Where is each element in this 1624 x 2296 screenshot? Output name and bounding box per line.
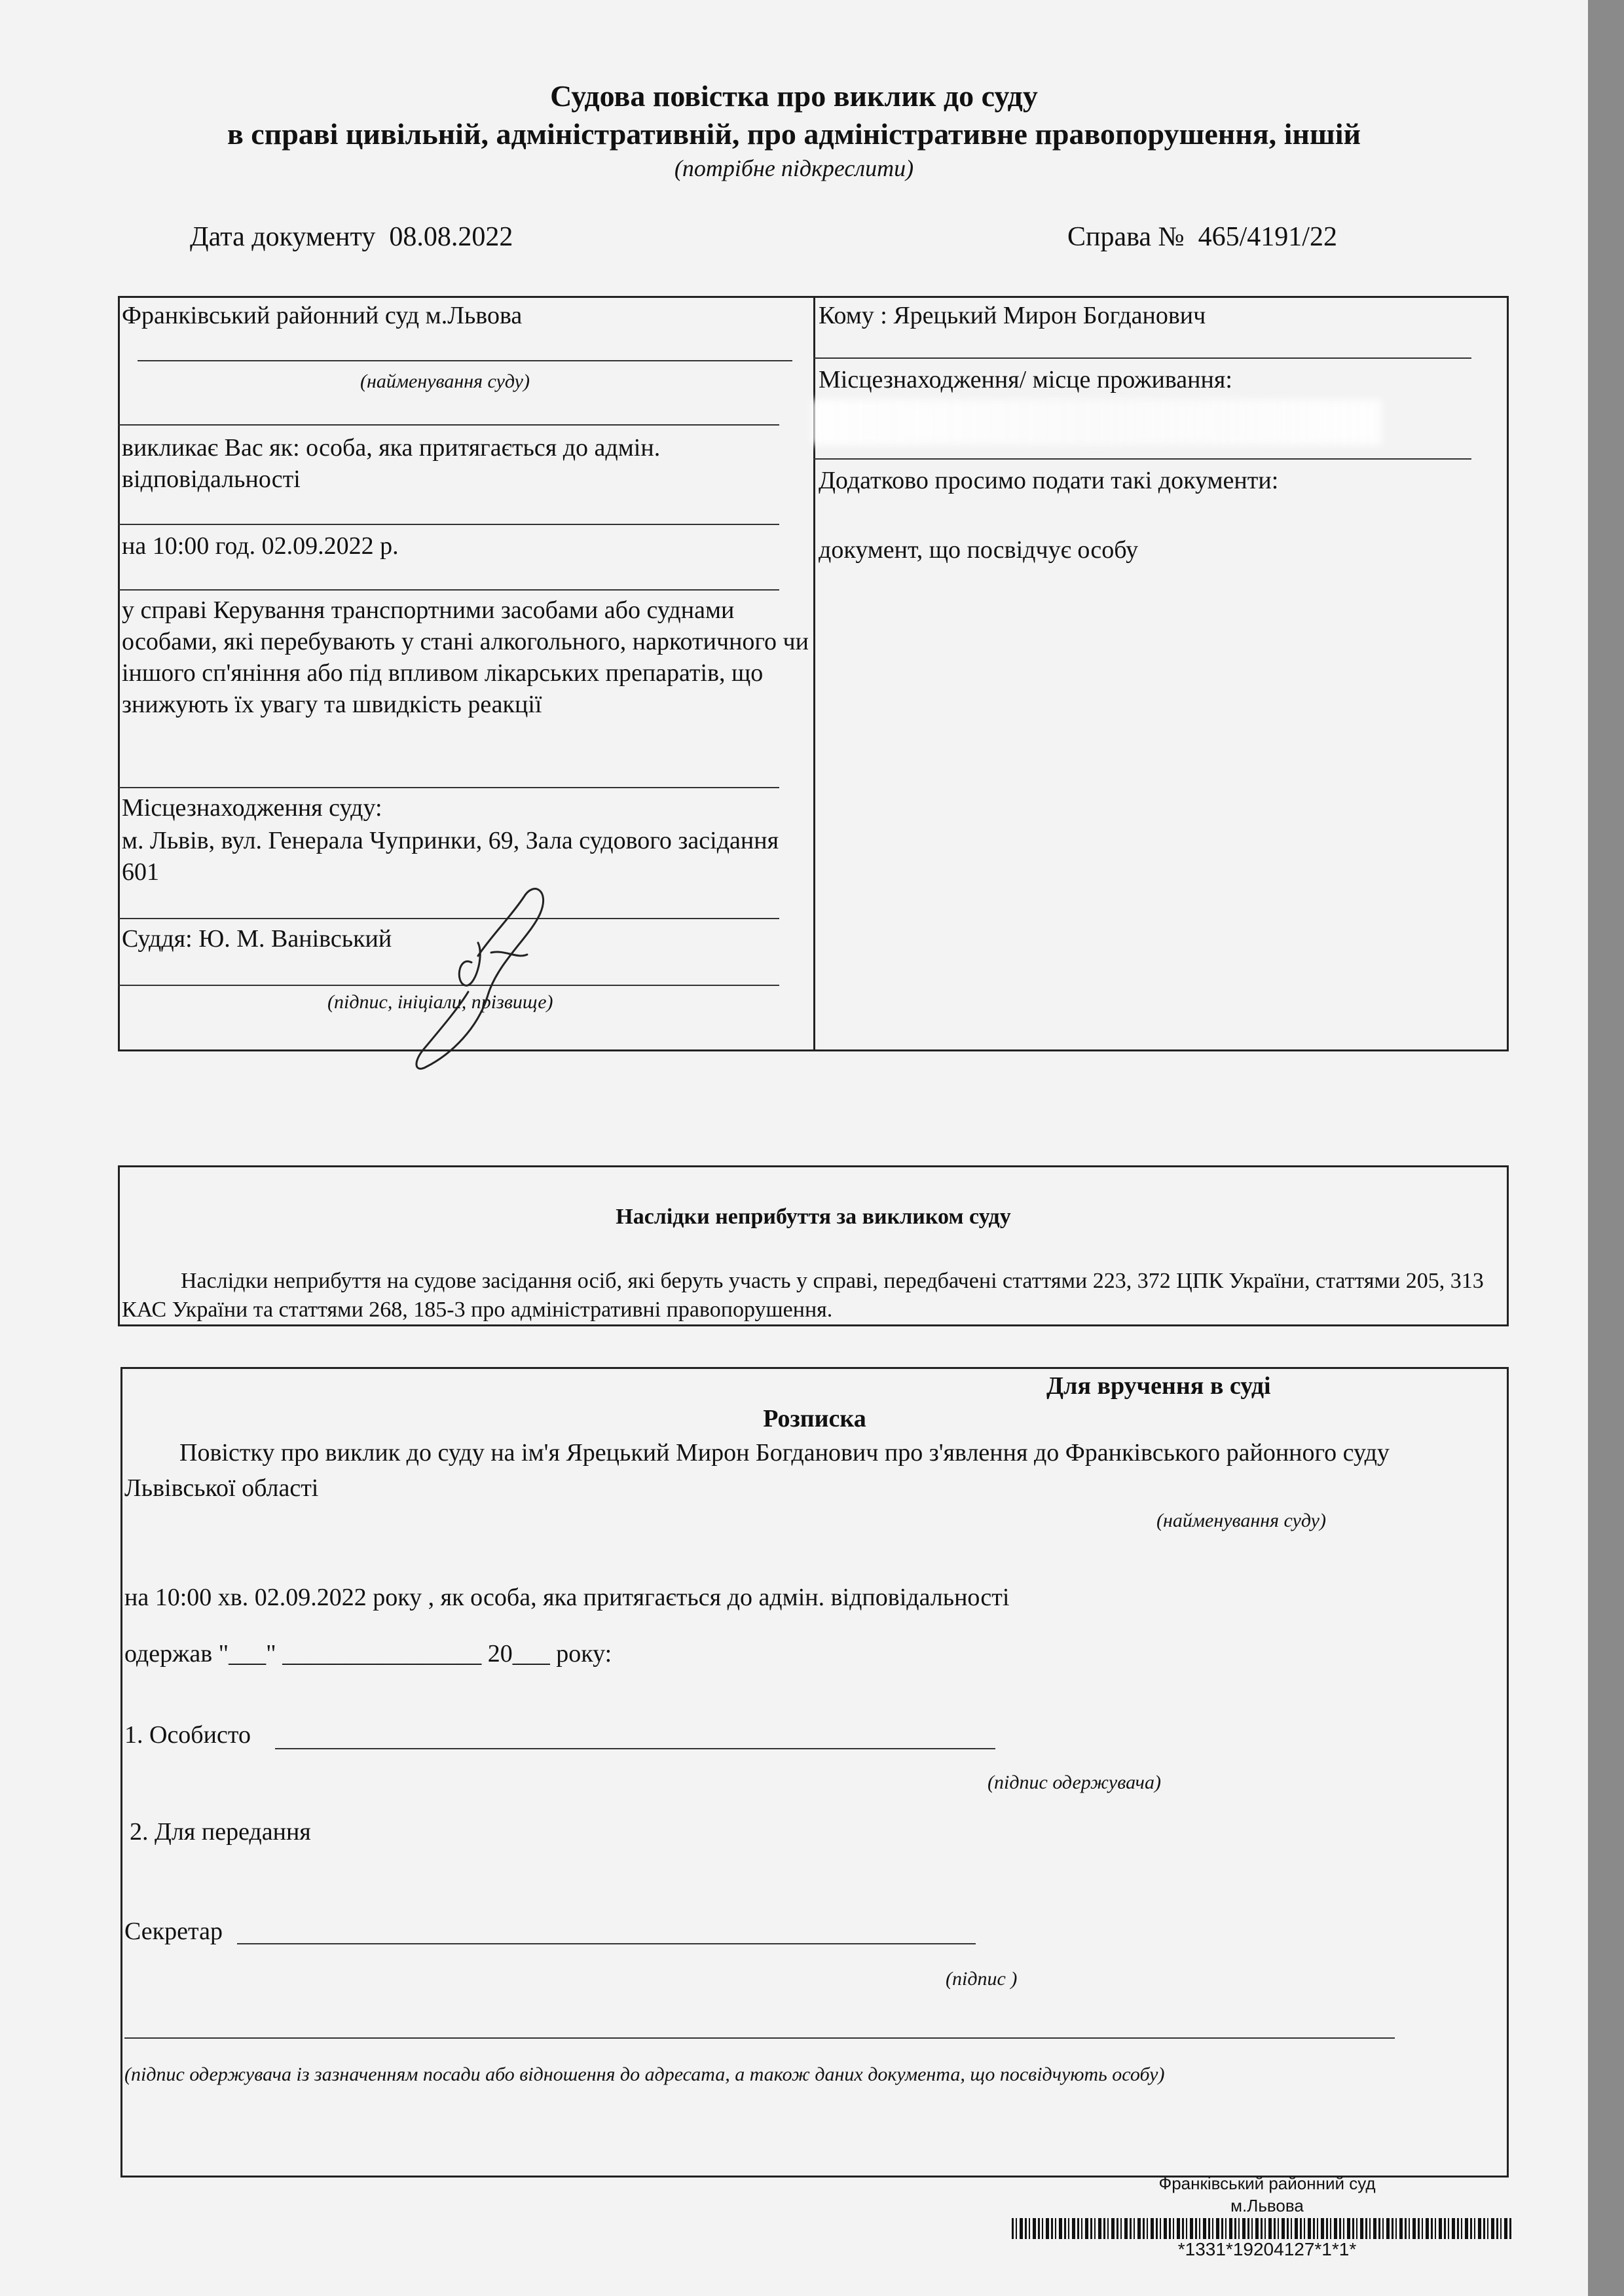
case-label: Справа № [1067, 222, 1185, 252]
consequences-text: Наслідки неприбуття на судове засідання осіб, які беруть участь у справі, передбачені статтями 223, 372 ЦПК України, статтями 205, 313 КАС України та статтями 268, 185-3 про адміністративні правопорушення. [122, 1269, 1484, 1322]
summons-time: на 10:00 год. 02.09.2022 р. [122, 532, 399, 560]
doc-date-value: 08.08.2022 [389, 222, 513, 252]
title-line-1: Судова повістка про виклик до суду [550, 79, 1038, 113]
court-location-label: Місцезнаходження суду: [122, 794, 382, 822]
receipt-line-1: Повістку про виклик до суду на ім'я Ярецький Мирон Богданович про з'явлення до Франківського районного суду Львівської області [124, 1439, 1390, 1502]
addressee: Кому : Ярецький Мирон Богданович [819, 302, 1206, 329]
divider [118, 589, 779, 591]
location-label: Місцезнаходження/ місце проживання: [819, 366, 1232, 393]
case-subject: у справі Керування транспортними засобами або суднами особами, які перебувають у стані алкогольного, наркотичного чи іншого сп'яніння або під впливом лікарських препаратів, що знижують їх увагу та швидкість реакції [122, 596, 809, 718]
signature-caption: (підпис, ініціали, прізвище) [327, 991, 553, 1013]
divider [118, 524, 779, 525]
secretary-signature-caption: (підпис ) [946, 1968, 1018, 1990]
for-court: Для вручення в суді [1046, 1372, 1271, 1400]
divider [813, 357, 1471, 359]
extra-docs-label: Додатково просимо подати такі документи: [819, 467, 1279, 494]
barcode-icon [1012, 2218, 1513, 2239]
court-name-caption: (найменування суду) [360, 371, 530, 392]
receipt-time-line: на 10:00 хв. 02.09.2022 року , як особа, яка притягається до адмін. відповідальності [124, 1584, 1010, 1611]
title-note: (потрібне підкреслити) [674, 155, 914, 181]
doc-date-label: Дата документу [190, 222, 376, 252]
receipt-title: Розписка [763, 1405, 866, 1432]
secretary-label: Секретар [124, 1918, 223, 1945]
footer-court-line-2: м.Львова [1230, 2196, 1304, 2215]
title-line-2: в справі цивільній, адміністративній, про адміністративне правопорушення, іншій [227, 117, 1361, 151]
extra-docs: документ, що посвідчує особу [819, 536, 1139, 564]
court-name-underline [138, 360, 792, 361]
court-name: Франківський районний суд м.Львова [122, 302, 523, 329]
case-number [1067, 221, 1337, 253]
judge-signature-icon [393, 877, 563, 1074]
court-location: м. Львів, вул. Генерала Чупринки, 69, Зала судового засідання 601 [122, 827, 779, 886]
recipient-signature-caption: (підпис одержувача) [987, 1772, 1161, 1793]
barcode-text: *1331*19204127*1*1* [1177, 2239, 1357, 2259]
case-number-value: 465/4191/22 [1198, 222, 1337, 252]
redacted-address [812, 399, 1382, 445]
personally-label: 1. Особисто [124, 1721, 251, 1749]
secretary-line [237, 1943, 976, 1944]
divider [118, 787, 779, 788]
footer-court-line-1: Франківський районний суд [1158, 2174, 1376, 2193]
divider [813, 458, 1471, 460]
judge-name: Суддя: Ю. М. Ванівський [122, 925, 392, 953]
bottom-signature-line [124, 2037, 1395, 2039]
receipt-court-caption: (найменування суду) [1156, 1510, 1326, 1531]
summons-as: викликає Вас як: особа, яка притягається до адмін. відповідальності [122, 434, 661, 493]
doc-date [190, 221, 513, 253]
consequences-title: Наслідки неприбуття за викликом суду [616, 1205, 1011, 1229]
divider [118, 424, 779, 426]
received-line: одержав "___" ________________ 20___ року: [124, 1640, 612, 1667]
scan-edge [1588, 0, 1624, 2296]
personally-line [275, 1748, 995, 1749]
bottom-caption: (підпис одержувача із зазначенням посади або відношення до адресата, а також даних документа, що посвідчують особу) [124, 2064, 1165, 2085]
transfer-label: 2. Для передання [130, 1818, 311, 1846]
